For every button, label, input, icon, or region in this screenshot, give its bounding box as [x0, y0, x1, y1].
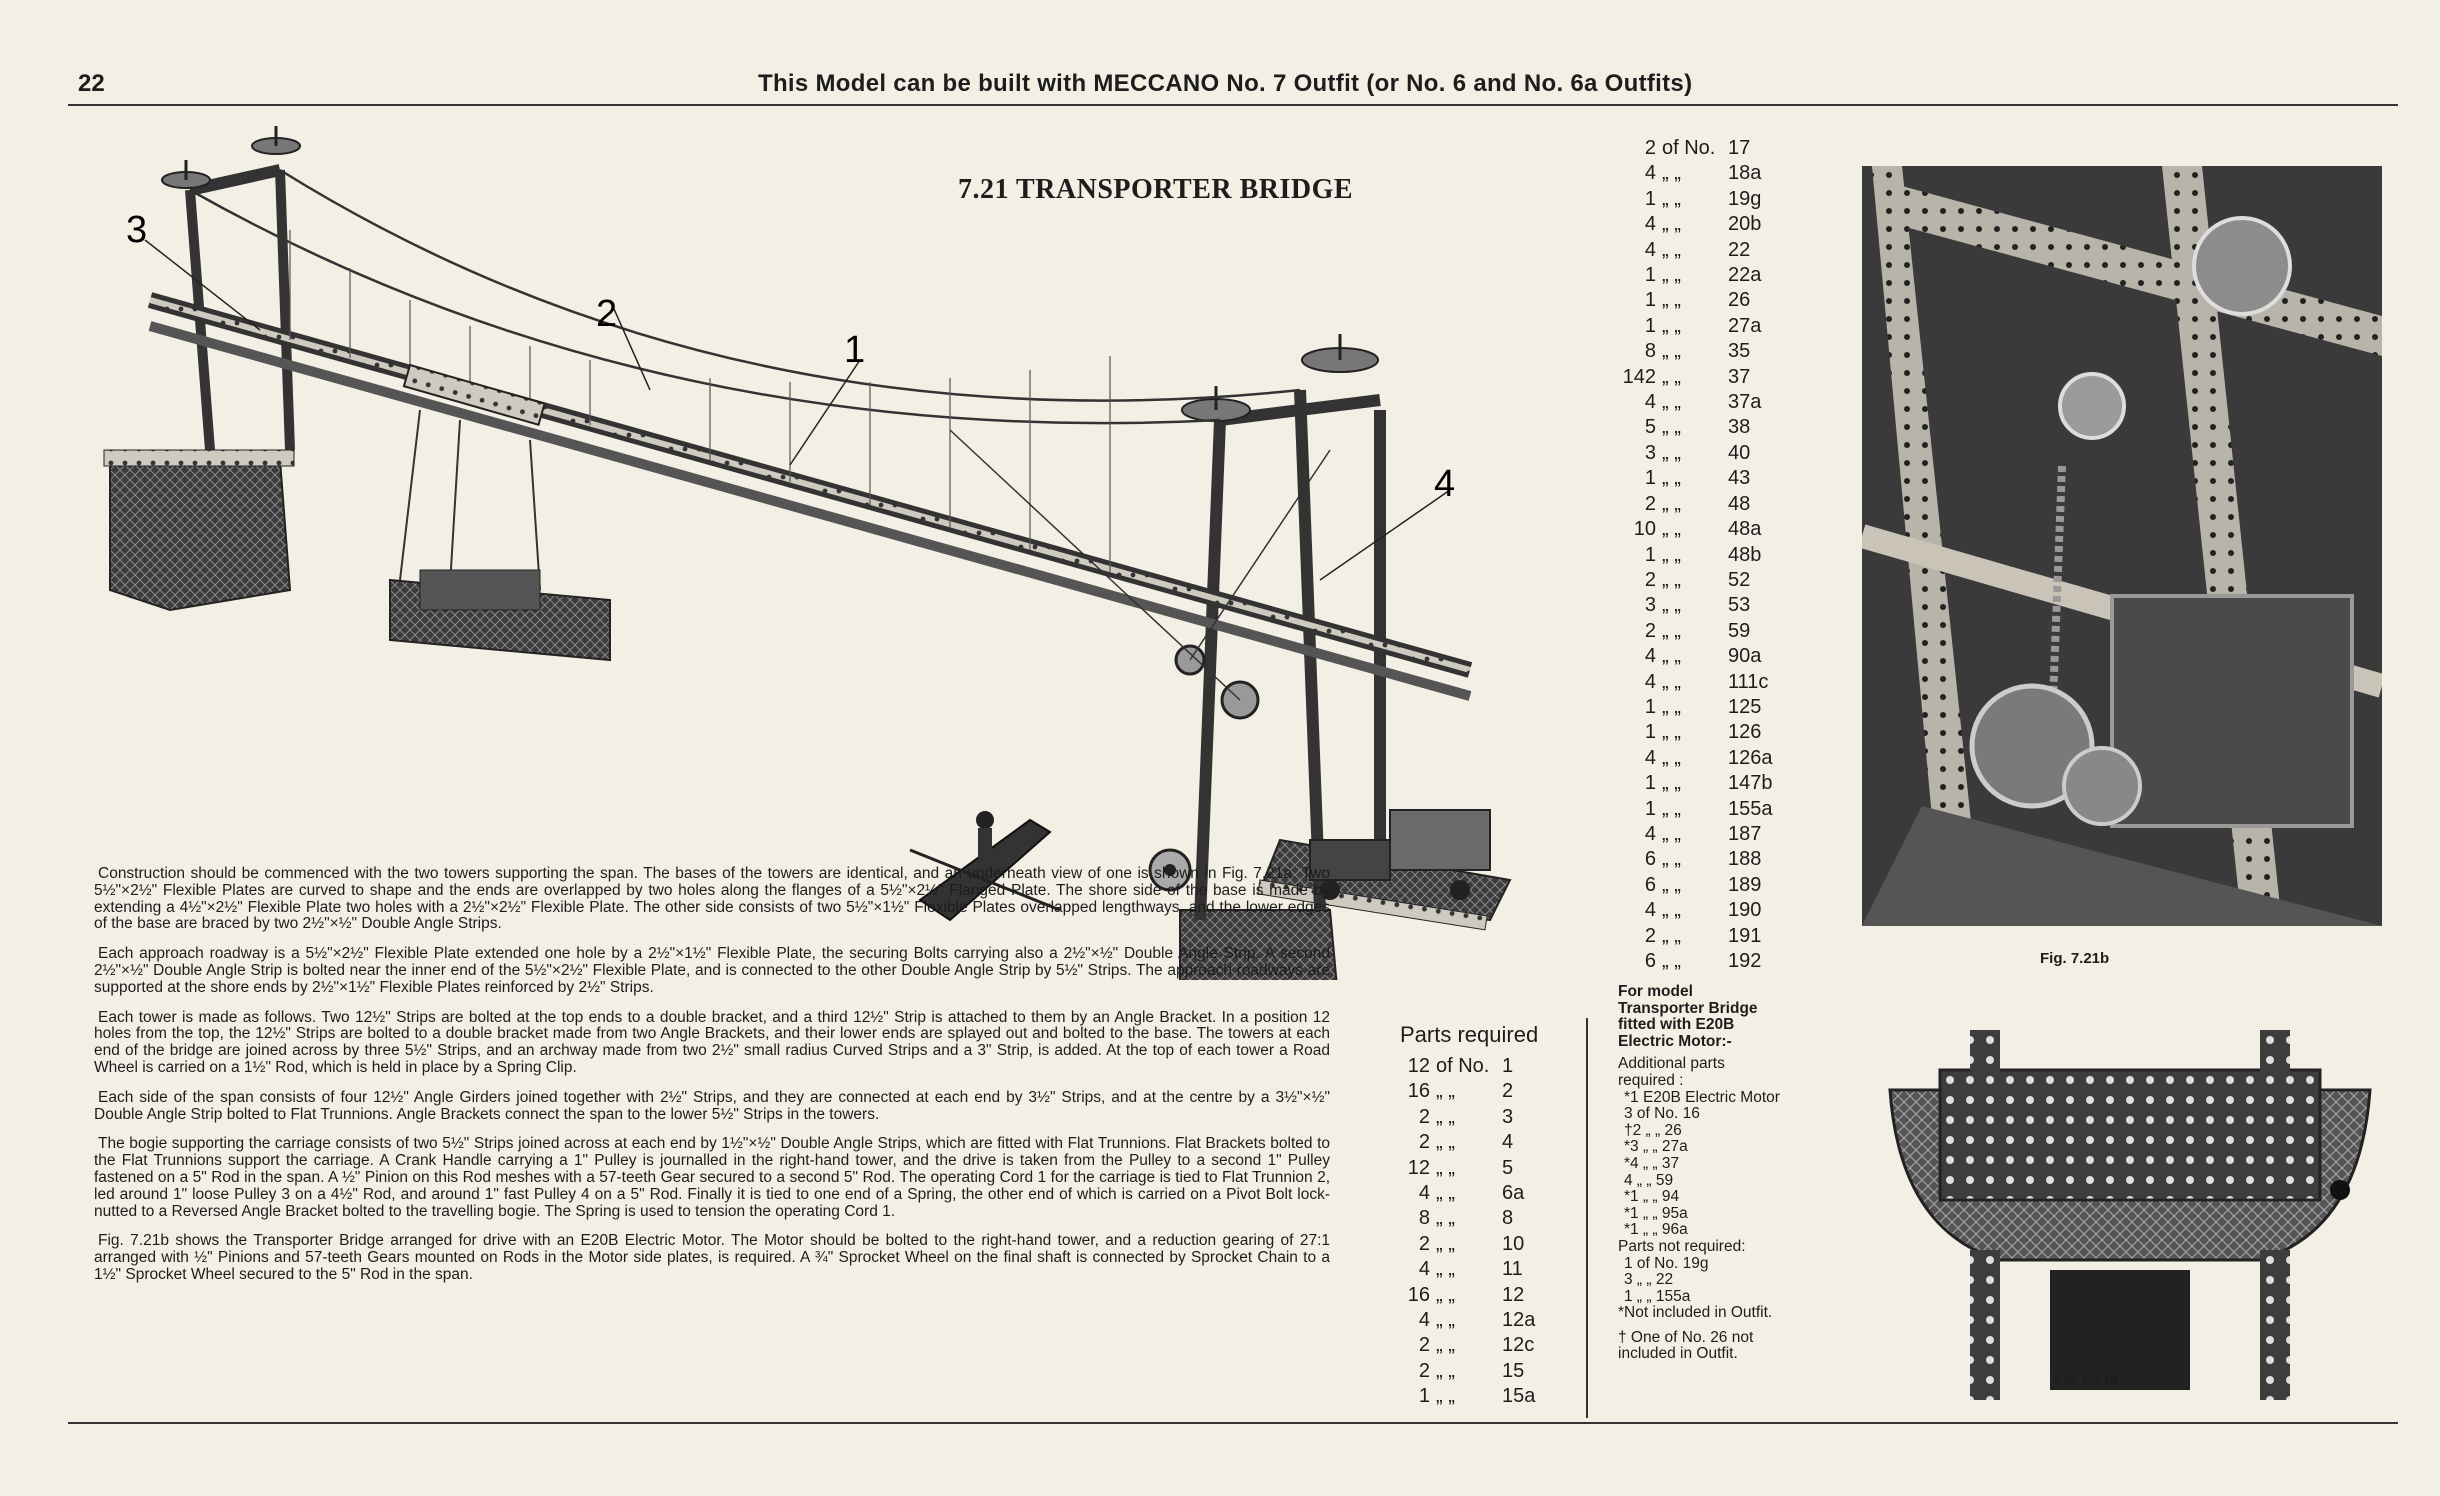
part-qty: 2: [1644, 924, 1656, 947]
callout-4: 4: [1434, 463, 1456, 505]
motor-part-line: 4 „ „ 59: [1624, 1171, 1674, 1189]
part-no: 43: [1728, 467, 1751, 490]
part-of: „ „: [1662, 899, 1681, 922]
callout-2: 2: [596, 293, 618, 335]
paragraph: Fig. 7.21b shows the Transporter Bridge arranged for drive with an E20B Electric Motor. The Motor should be bolted to the right-hand tower, and a reduction gearing of 27:1 arranged with ½" Pinions and 57-teeth Gears mounted on Rods in the Motor side plates, is required. A ¾" Sprocket Wheel on the final shaft is connected by Sprocket Chain to a 1½" Sprocket Wheel secured to the 5" Rod in the span.: [94, 1232, 1330, 1283]
motor-part-line: 1 „ „ 155a: [1624, 1287, 1691, 1305]
additional-label: Additional parts required :: [1618, 1055, 1725, 1089]
part-no: 188: [1728, 848, 1762, 871]
suspension-cable: [190, 190, 1220, 423]
part-qty: 2: [1418, 1105, 1430, 1128]
part-of: of No.: [1436, 1055, 1490, 1077]
part-qty: 142: [1622, 365, 1656, 388]
part-of: „ „: [1662, 264, 1681, 287]
paragraph: Each side of the span consists of four 12½" Angle Girders joined together with 2½" Strips, and they are connected at each end by 3½" Strips, and at the centre by a 3½"×½" Double Angle Strip bolted to Flat Trunnions. Angle Brackets connect the span to the lower 5½" Strips in the towers.: [94, 1088, 1330, 1123]
part-of: „ „: [1436, 1334, 1455, 1357]
parts-row: [1602, 517, 1773, 542]
parts-row: [1376, 1384, 1535, 1409]
not-required-list: [1618, 1256, 1780, 1306]
part-of: „ „: [1436, 1359, 1455, 1382]
parts-row: [1376, 1079, 1535, 1104]
part-qty: 1: [1644, 187, 1656, 210]
motor-part-line: †2 „ „ 26: [1624, 1121, 1682, 1139]
part-qty: 4: [1644, 822, 1656, 845]
part-no: 6a: [1502, 1182, 1525, 1205]
parts-row: [1602, 644, 1773, 669]
motor-part-line: *1 „ „ 95a: [1624, 1204, 1688, 1222]
part-of: „ „: [1436, 1207, 1455, 1230]
motor-part-line: 3 of No. 16: [1624, 1105, 1700, 1123]
dagger-note: † One of No. 26 not included in Outfit.: [1618, 1328, 1754, 1363]
parts-row: [1376, 1283, 1535, 1308]
part-of: „ „: [1662, 289, 1681, 312]
part-no: 190: [1728, 899, 1762, 922]
part-no: 3: [1502, 1105, 1514, 1128]
part-of: „ „: [1662, 568, 1681, 591]
part-qty: 1: [1644, 772, 1656, 795]
part-qty: 1: [1644, 695, 1656, 718]
not-required-label: Parts not required:: [1618, 1237, 1746, 1255]
part-no: 11: [1502, 1258, 1523, 1281]
right-tower-leg: [1200, 420, 1220, 920]
part-of: „ „: [1436, 1156, 1455, 1179]
parts-row: [1602, 314, 1773, 339]
part-qty: 4: [1418, 1309, 1430, 1332]
paragraph: Each tower is made as follows. Two 12½" Strips are bolted at the top ends to a double bracket, and a third 12½" Strip is attached to them by an Angle Bracket. In a position 12 holes from the top, the 12½" Strips are bolted to a double bracket made from two Angle Brackets, and their lower ends are splayed out and bolted to the base. The towers at each end of the bridge are joined across by three 5½" Strips, and an archway made from two 2½" small radius Curved Strips and a 3" Strip, is added. At the top of each tower a Road Wheel is carried on a 1½" Rod, which is held in place by a Spring Clip.: [94, 1008, 1330, 1076]
motor-heading: For model Transporter Bridge fitted with E20B Electric Motor:-: [1618, 983, 1758, 1050]
part-no: 111c: [1728, 670, 1769, 693]
part-qty: 12: [1407, 1156, 1430, 1179]
part-no: 15: [1502, 1359, 1525, 1382]
parts-row: [1602, 746, 1773, 771]
part-of: „ „: [1662, 391, 1681, 414]
part-of: „ „: [1436, 1080, 1455, 1103]
part-qty: 5: [1644, 416, 1656, 439]
part-of: „ „: [1662, 873, 1681, 896]
motor-part-line: 3 „ „ 22: [1624, 1271, 1674, 1289]
motor-part-line: *1 „ „ 94: [1624, 1188, 1680, 1206]
part-qty: 8: [1644, 340, 1656, 363]
parts-row: [1602, 771, 1773, 796]
part-qty: 4: [1644, 899, 1656, 922]
part-qty: 2: [1418, 1131, 1430, 1154]
part-no: 37: [1728, 365, 1751, 388]
part-of: „ „: [1662, 695, 1681, 718]
parts-row: [1602, 161, 1773, 186]
part-no: 40: [1728, 441, 1751, 464]
part-of: „ „: [1662, 619, 1681, 642]
parts-row: [1602, 873, 1773, 898]
paragraph: Each approach roadway is a 5½"×2½" Flexible Plate extended one hole by a 2½"×1½" Flexible Plate, the securing Bolts carrying also a 2½"×½" Double Angle Strip. A second 2½"×½" Double Angle Strip is bolted near the inner end of the 5½"×2½" Flexible Plate, and is connected to the other Double Angle Strip by 5½" Strips. The approach roadways are supported at the shore ends by 2½"×1½" Flexible Plates reinforced by 2½" Strips.: [94, 945, 1330, 996]
parts-row: [1602, 847, 1773, 872]
part-qty: 4: [1644, 391, 1656, 414]
parts-row: [1602, 593, 1773, 618]
parts-row: [1602, 898, 1773, 923]
parts-row: [1602, 288, 1773, 313]
part-qty: 4: [1644, 746, 1656, 769]
paragraph: Construction should be commenced with the two towers supporting the span. The bases of the towers are identical, and an underneath view of one is shown in Fig. 7.21a. Two 5½"×2½" Flexible Plates are curved to shape and the ends are overlapped by two holes along the flanges of a 5½"×2½" Flanged Plate. The shore side of the base is made by extending a 4½"×2½" Flexible Plate two holes with a 2½"×2½" Flexible Plate. The other side consists of two 5½"×1½" Flexible Plates overlapped lengthways, and the lower edges of the base are braced by two 2½"×½" Double Angle Strips.: [94, 865, 1330, 933]
parts-list-right: [1602, 136, 1773, 974]
suspension-cable: [280, 170, 1300, 401]
part-of: „ „: [1662, 670, 1681, 693]
part-of: „ „: [1662, 594, 1681, 617]
parts-row: [1602, 619, 1773, 644]
part-no: 90a: [1728, 645, 1762, 668]
part-of: „ „: [1436, 1131, 1455, 1154]
truck: [420, 570, 540, 610]
parts-row: [1602, 670, 1773, 695]
fig-7-21b-photo: [1862, 166, 2382, 926]
parts-row: [1376, 1359, 1535, 1384]
part-of: of No.: [1662, 137, 1716, 159]
footer-rule: [68, 1422, 2398, 1424]
part-no: 26: [1728, 289, 1751, 312]
part-qty: 4: [1418, 1258, 1430, 1281]
part-no: 2: [1502, 1080, 1514, 1103]
parts-row: [1376, 1181, 1535, 1206]
parts-row: [1602, 924, 1773, 949]
parts-row: [1602, 568, 1773, 593]
part-of: „ „: [1436, 1258, 1455, 1281]
part-qty: 2: [1644, 568, 1656, 591]
part-qty: 2: [1644, 137, 1656, 159]
part-of: „ „: [1662, 314, 1681, 337]
part-no: 15a: [1502, 1385, 1536, 1408]
part-no: 10: [1502, 1232, 1525, 1255]
fig-7-21a-photo: [1880, 1030, 2380, 1402]
part-no: 19g: [1728, 187, 1762, 210]
part-no: 20b: [1728, 213, 1762, 236]
parts-row: [1376, 1054, 1535, 1079]
part-qty: 6: [1644, 950, 1656, 972]
part-no: 48b: [1728, 543, 1762, 566]
part-no: 187: [1728, 822, 1762, 845]
part-no: 22a: [1728, 264, 1762, 287]
part-no: 126a: [1728, 746, 1773, 769]
parts-row: [1602, 365, 1773, 390]
motor-part-line: *1 „ „ 96a: [1624, 1221, 1688, 1239]
part-no: 52: [1728, 568, 1751, 591]
part-of: „ „: [1662, 518, 1681, 541]
fig-7-21a-caption: Fig 7.21a: [2054, 1372, 2119, 1389]
page-number: 22: [78, 70, 105, 97]
span-girder: [150, 326, 1470, 696]
part-no: 38: [1728, 416, 1751, 439]
part-no: 125: [1728, 695, 1762, 718]
part-qty: 2: [1418, 1334, 1430, 1357]
parts-row: [1602, 720, 1773, 745]
part-qty: 2: [1644, 492, 1656, 515]
part-of: „ „: [1436, 1182, 1455, 1205]
part-no: 126: [1728, 721, 1762, 744]
instructions-text: [94, 866, 1330, 1297]
parts-row: [1602, 492, 1773, 517]
part-of: „ „: [1662, 187, 1681, 210]
part-no: 48: [1728, 492, 1751, 515]
fig-7-21b-caption: Fig. 7.21b: [2040, 950, 2110, 967]
part-of: „ „: [1662, 822, 1681, 845]
left-tower-base: [110, 460, 290, 610]
part-no: 27a: [1728, 314, 1762, 337]
model-title: 7.21 TRANSPORTER BRIDGE: [958, 174, 1354, 205]
part-qty: 1: [1644, 289, 1656, 312]
motor-part-line: *4 „ „ 37: [1624, 1154, 1680, 1172]
part-of: „ „: [1662, 365, 1681, 388]
part-no: 59: [1728, 619, 1751, 642]
motor-part-line: *1 E20B Electric Motor: [1624, 1088, 1780, 1106]
parts-row: [1376, 1308, 1535, 1333]
part-of: „ „: [1662, 543, 1681, 566]
part-qty: 3: [1644, 441, 1656, 464]
part-of: „ „: [1662, 924, 1681, 947]
part-no: 12c: [1502, 1334, 1535, 1357]
part-qty: 6: [1644, 848, 1656, 871]
part-of: „ „: [1662, 492, 1681, 515]
callout-1: 1: [844, 329, 866, 371]
parts-row: [1602, 339, 1773, 364]
parts-row: [1376, 1105, 1535, 1130]
part-qty: 4: [1644, 645, 1656, 668]
parts-required-title: Parts required: [1400, 1022, 1539, 1047]
part-qty: 4: [1644, 162, 1656, 185]
parts-row: [1602, 390, 1773, 415]
part-no: 4: [1502, 1131, 1514, 1154]
part-of: „ „: [1662, 467, 1681, 490]
parts-row: [1602, 238, 1773, 263]
van-on-approach: [1390, 810, 1490, 870]
part-qty: 16: [1407, 1080, 1430, 1103]
part-of: „ „: [1662, 721, 1681, 744]
parts-row: [1376, 1232, 1535, 1257]
part-qty: 1: [1644, 721, 1656, 744]
part-of: „ „: [1436, 1283, 1455, 1306]
parts-row: [1602, 415, 1773, 440]
part-qty: 4: [1644, 213, 1656, 236]
part-of: „ „: [1662, 238, 1681, 261]
motor-part-line: *3 „ „ 27a: [1624, 1138, 1688, 1156]
part-of: „ „: [1436, 1385, 1455, 1408]
part-qty: 10: [1633, 518, 1656, 541]
motor-parts-section: [1618, 984, 1780, 1363]
part-no: 48a: [1728, 518, 1762, 541]
part-of: „ „: [1662, 213, 1681, 236]
part-qty: 3: [1644, 594, 1656, 617]
part-no: 37a: [1728, 391, 1762, 414]
part-of: „ „: [1662, 950, 1681, 972]
part-no: 189: [1728, 873, 1762, 896]
parts-row: [1602, 822, 1773, 847]
parts-row: [1602, 187, 1773, 212]
part-of: „ „: [1662, 645, 1681, 668]
column-divider: [1586, 1018, 1588, 1418]
part-of: „ „: [1662, 441, 1681, 464]
part-qty: 1: [1644, 314, 1656, 337]
part-no: 53: [1728, 594, 1751, 617]
parts-row: [1376, 1257, 1535, 1282]
part-of: „ „: [1662, 416, 1681, 439]
part-of: „ „: [1436, 1105, 1455, 1128]
part-no: 1: [1502, 1055, 1514, 1077]
parts-row: [1602, 466, 1773, 491]
not-included-note: *Not included in Outfit.: [1618, 1304, 1773, 1322]
part-qty: 4: [1418, 1182, 1430, 1205]
part-qty: 1: [1644, 543, 1656, 566]
part-qty: 4: [1644, 238, 1656, 261]
parts-row: [1602, 543, 1773, 568]
part-qty: 4: [1644, 670, 1656, 693]
part-no: 35: [1728, 340, 1751, 363]
header-rule: [68, 104, 2398, 106]
parts-row: [1602, 695, 1773, 720]
part-no: 5: [1502, 1156, 1514, 1179]
part-no: 18a: [1728, 162, 1762, 185]
parts-row: [1376, 1333, 1535, 1358]
part-qty: 8: [1418, 1207, 1430, 1230]
part-of: „ „: [1436, 1232, 1455, 1255]
parts-row: [1602, 949, 1773, 974]
parts-row: [1602, 212, 1773, 237]
part-no: 147b: [1728, 772, 1773, 795]
part-qty: 12: [1407, 1055, 1430, 1077]
part-of: „ „: [1662, 340, 1681, 363]
motor-part-line: 1 of No. 19g: [1624, 1254, 1709, 1272]
page-header-title: This Model can be built with MECCANO No. 7 Outfit (or No. 6 and No. 6a Outfits): [758, 70, 1693, 97]
parts-row: [1376, 1206, 1535, 1231]
part-no: 17: [1728, 137, 1751, 159]
parts-row: [1602, 263, 1773, 288]
part-of: „ „: [1662, 797, 1681, 820]
part-of: „ „: [1662, 746, 1681, 769]
part-qty: 16: [1407, 1283, 1430, 1306]
part-qty: 2: [1418, 1232, 1430, 1255]
parts-row: [1376, 1130, 1535, 1155]
parts-row: [1602, 441, 1773, 466]
part-qty: 1: [1418, 1385, 1430, 1408]
part-of: „ „: [1436, 1309, 1455, 1332]
part-qty: 6: [1644, 873, 1656, 896]
part-qty: 1: [1644, 264, 1656, 287]
part-qty: 1: [1644, 467, 1656, 490]
parts-row: [1376, 1156, 1535, 1181]
part-no: 8: [1502, 1207, 1514, 1230]
part-no: 12a: [1502, 1309, 1536, 1332]
transporter-bridge-illustration: [90, 120, 1570, 980]
part-no: 192: [1728, 950, 1762, 972]
part-of: „ „: [1662, 772, 1681, 795]
parts-row: [1602, 136, 1773, 161]
part-no: 12: [1502, 1283, 1525, 1306]
part-qty: 2: [1418, 1359, 1430, 1382]
callout-3: 3: [126, 209, 148, 251]
part-of: „ „: [1662, 848, 1681, 871]
parts-row: [1602, 797, 1773, 822]
part-no: 191: [1728, 924, 1762, 947]
part-no: 155a: [1728, 797, 1773, 820]
part-no: 22: [1728, 238, 1751, 261]
paragraph: The bogie supporting the carriage consists of two 5½" Strips joined across at each end by 1½"×½" Double Angle Strips, which are fitted with Flat Trunnions. Flat Brackets bolted to the Flat Trunnions support the carriage. A Crank Handle carrying a 1" Pulley is journalled in the right-hand tower, and the drive is taken from the Pulley to a second 1" Pulley fastened on a 5" Rod in the span. A ½" Pinion on this Rod meshes with a 57-teeth Gear secured to a second 5" Rod. The operating Cord 1 for the carriage is tied to Flat Trunnion 2, led around 1" loose Pulley 3 on a 4½" Rod, and around 1" fast Pulley 4 on a 5" Rod. Finally it is tied to one end of a Spring, the other end of which is carried on a Pivot Bolt lock-nutted to a Reversed Angle Bracket bolted to the travelling bogie. The Spring is used to tension the operating Cord 1.: [94, 1135, 1330, 1220]
part-qty: 1: [1644, 797, 1656, 820]
part-qty: 2: [1644, 619, 1656, 642]
parts-list-left: [1376, 1054, 1535, 1410]
part-of: „ „: [1662, 162, 1681, 185]
additional-parts-list: [1618, 1090, 1780, 1239]
left-tower-leg: [280, 170, 290, 450]
